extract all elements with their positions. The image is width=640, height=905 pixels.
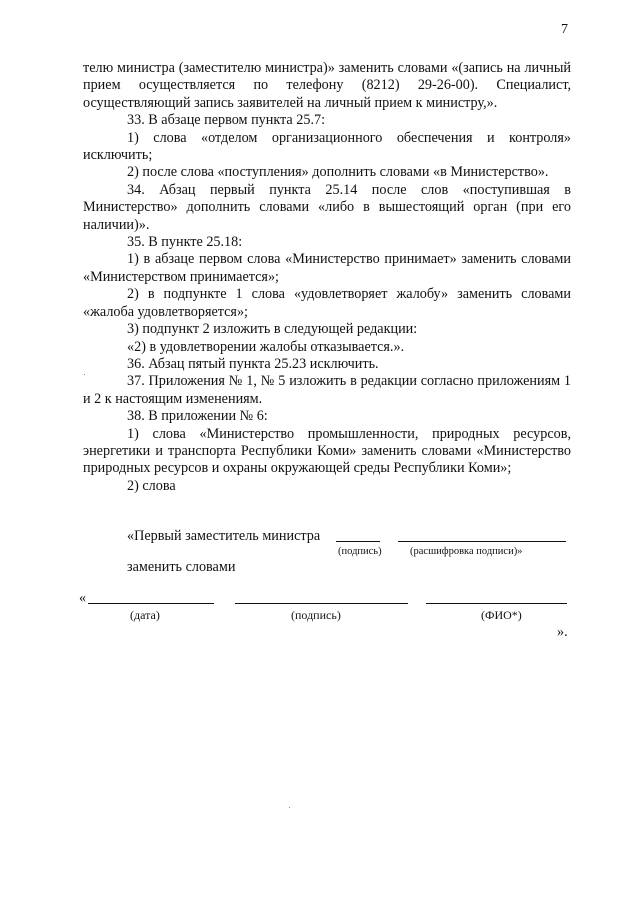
open-quote: « — [79, 590, 87, 606]
paragraph: «2) в удовлетворении жалобы отказывается.». — [127, 338, 405, 355]
paragraph: 37. Приложения № 1, № 5 изложить в редакции согласно приложениям 1 и 2 к настоящим изменениям. — [83, 373, 571, 407]
paragraph: 2) слова — [127, 477, 176, 494]
decode-line — [398, 541, 566, 542]
scan-speck — [289, 807, 290, 808]
page-number: 7 — [561, 22, 568, 37]
paragraph: 3) подпункт 2 изложить в следующей редакции: — [127, 321, 418, 338]
signature-line-2 — [235, 603, 408, 604]
paragraph: 1) слова «Министерство промышленности, природных ресурсов, энергетики и транспорта Республики Коми» заменить словами «Министерство природных ресурсов и охраны окружающей среды Республики Коми»; — [83, 425, 571, 477]
paragraph: 2) после слова «поступления» дополнить словами «в Министерство». — [127, 164, 549, 181]
paragraph: 33. В абзаце первом пункта 25.7: — [127, 112, 326, 129]
paragraph: 35. В пункте 25.18: — [127, 234, 243, 251]
paragraph: 38. В приложении № 6: — [127, 408, 268, 425]
date-line — [88, 603, 214, 604]
date-caption: (дата) — [130, 608, 160, 622]
document-body — [83, 60, 571, 495]
signature-line — [336, 541, 380, 542]
paragraph: телю министра (заместителю министра)» заменить словами «(запись на личный прием осуществляется по телефону (8212) 29-26-00). Специалист, осуществляющий запись заявителей на личный прием к министру,». — [83, 60, 571, 111]
close-quote: ». — [557, 624, 568, 640]
first-deputy-label: «Первый заместитель министра — [127, 528, 321, 544]
replace-text: заменить словами — [127, 559, 236, 575]
paragraph: 2) в подпункте 1 слова «удовлетворяет жалобу» заменить словами «жалоба удовлетворяется»; — [83, 286, 571, 320]
paragraph: 1) слова «отделом организационного обеспечения и контроля» исключить; — [83, 129, 571, 164]
signature-caption-2: (подпись) — [291, 608, 341, 622]
scan-speck — [84, 374, 85, 375]
paragraph: 36. Абзац пятый пункта 25.23 исключить. — [127, 355, 379, 372]
fio-line — [426, 603, 567, 604]
fio-caption: (ФИО*) — [481, 608, 522, 622]
paragraph: 34. Абзац первый пункта 25.14 после слов «поступившая в Министерство» дополнить словами «либо в вышестоящий орган (при его наличии)». — [83, 181, 571, 233]
decode-caption: (расшифровка подписи)» — [410, 546, 523, 557]
signature-caption: (подпись) — [338, 546, 382, 557]
paragraph: 1) в абзаце первом слова «Министерство принимает» заменить словами «Министерством принимается»; — [83, 251, 571, 285]
